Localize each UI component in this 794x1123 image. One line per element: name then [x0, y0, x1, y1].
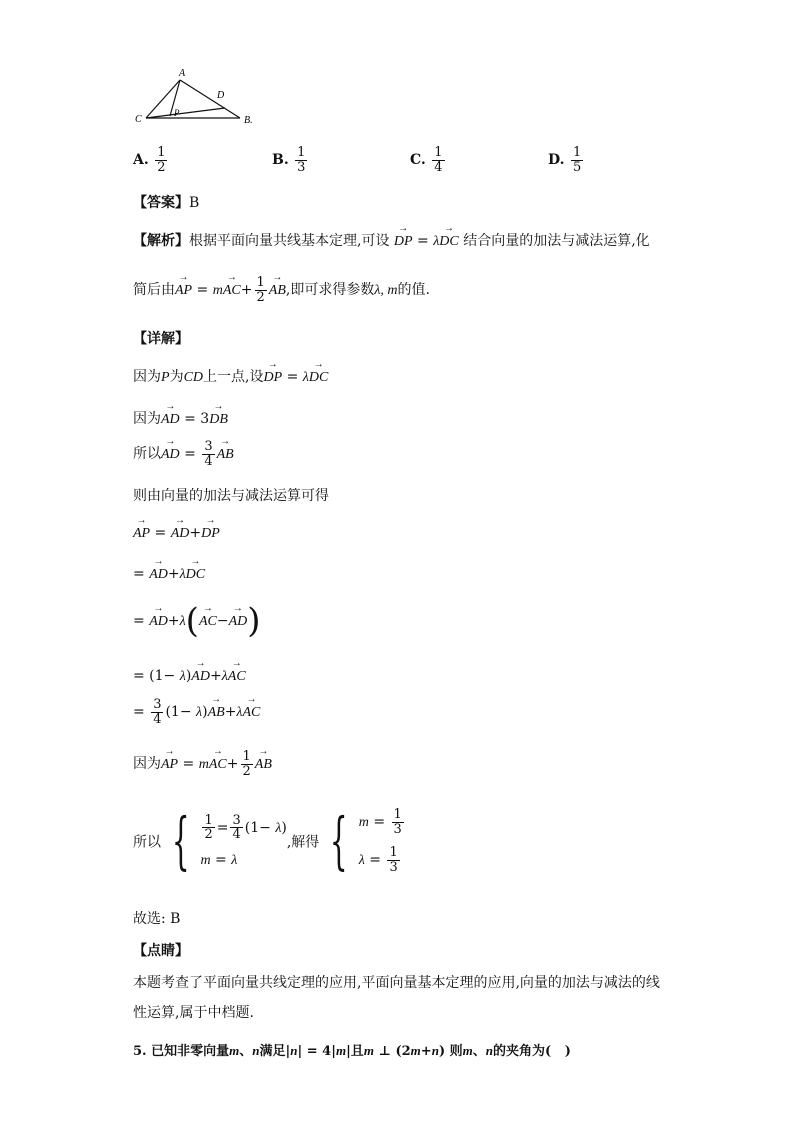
equation-3: = → AD+λ(→ AC−→ AD) — [133, 604, 261, 638]
label-b: B. — [244, 115, 253, 126]
detail-tag: 【详解】 — [133, 330, 189, 346]
answer-tag: 【答案】 — [133, 194, 189, 210]
option-a-fraction: $\frac{1}{2}$ — [157, 145, 166, 175]
detail-step-4: 则由向量的加法与减法运算可得 — [133, 488, 329, 504]
label-p: P — [174, 108, 180, 118]
option-a[interactable]: A. $\frac{1}{2}$ — [133, 145, 166, 175]
equation-5: = $\frac{3}{4}$ (1− λ)→ AB+λ→ AC — [133, 698, 260, 726]
question-5: 5. 已知非零向量m、n满足|n| = 4|m|且m ⊥ (2m+n) 则m、n的夹角为( ) — [133, 1043, 571, 1059]
detail-step-1: 因为P为CD上一点,设→ DP = λ→ DC — [133, 366, 328, 386]
review-tag: 【点睛】 — [133, 942, 189, 958]
option-c[interactable]: C. $\frac{1}{4}$ — [410, 145, 443, 175]
review-line-1: 本题考查了平面向量共线定理的应用,平面向量基本定理的应用,向量的加法与减法的线 — [133, 975, 660, 991]
analysis-tag: 【解析】 — [133, 232, 189, 248]
equation-4: = (1− λ)→ AD+λ→ AC — [133, 668, 246, 685]
detail-step-3: 所以→ AD = $\frac{3}{4}$ → AB — [133, 440, 234, 468]
triangle-figure — [128, 66, 268, 128]
option-d-fraction: $\frac{1}{5}$ — [572, 145, 582, 175]
analysis-line-1: 【解析】根据平面向量共线基本定理,可设 → DP = λ→ DC 结合向量的加法与减法运算,化 — [133, 230, 650, 250]
option-c-fraction: $\frac{1}{4}$ — [434, 145, 443, 175]
label-d: D — [217, 90, 225, 101]
option-d[interactable]: D. $\frac{1}{5}$ — [548, 145, 582, 175]
answer-line — [133, 192, 199, 212]
option-b-fraction: $\frac{1}{3}$ — [297, 145, 306, 175]
label-a: A — [179, 68, 186, 79]
detail-step-6: 所以 { $\frac{1}{2}$ = $\frac{3}{4}$ (1− λ) m = λ ,解得 { m = $\frac{1}{3}$ λ = $\frac{1}{3}$ — [133, 804, 402, 878]
review-line-2: 性运算,属于中档题. — [133, 1005, 254, 1021]
option-b[interactable]: B. $\frac{1}{3}$ — [272, 145, 306, 175]
answer-value: B — [189, 195, 200, 211]
analysis-line-2: 简后由→ AP = m→ AC+ $\frac{1}{2}$ → AB,即可求得参数λ, m的值. — [133, 276, 430, 304]
detail-step-2: 因为→ AD = 3→ DB — [133, 408, 228, 428]
equation-1: → AP = → AD+→ DP — [133, 525, 220, 542]
conclusion: 故选: B — [133, 911, 181, 927]
detail-step-5: 因为→ AP = m→ AC+ $\frac{1}{2}$ → AB — [133, 750, 272, 778]
equation-2: = → AD+λ→ DC — [133, 566, 205, 583]
label-c: C — [135, 114, 142, 125]
